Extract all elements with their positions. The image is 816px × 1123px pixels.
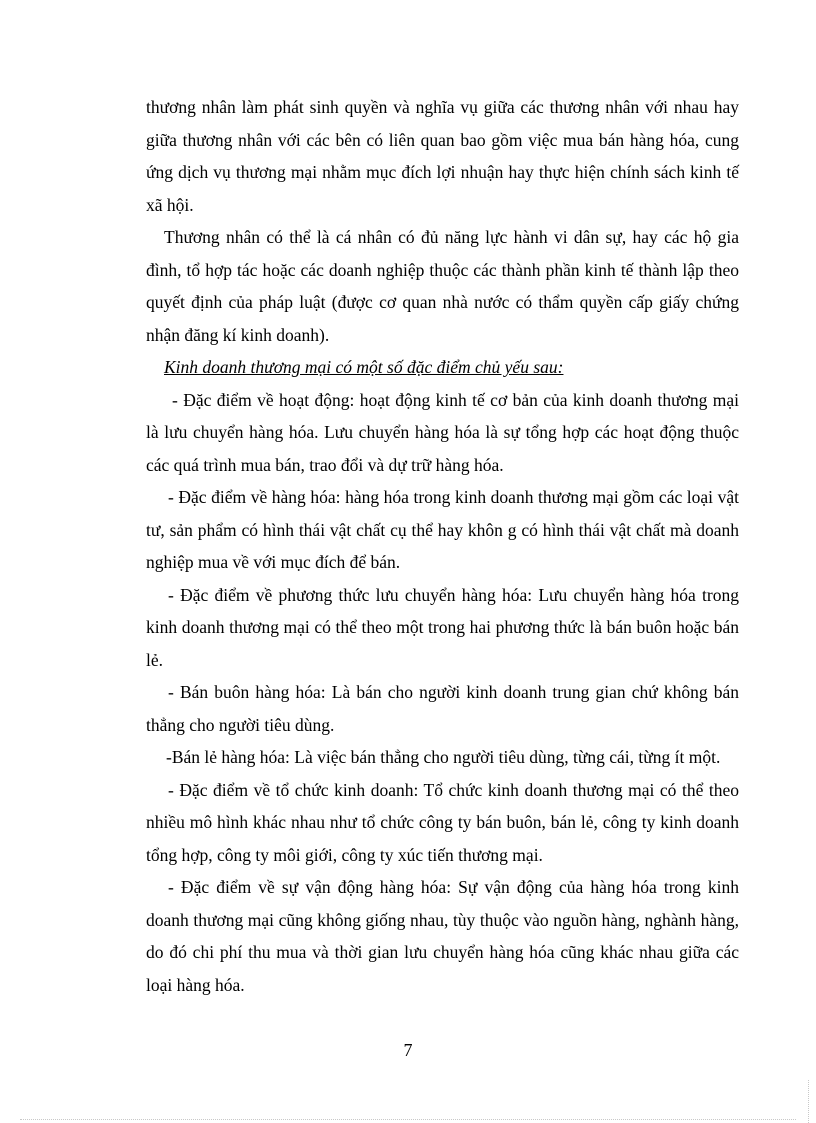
bullet-wholesale: - Bán buôn hàng hóa: Là bán cho người kinh doanh trung gian chứ không bán thẳng cho người tiêu dùng. xyxy=(146,682,739,735)
bullet-activity-characteristic: - Đặc điểm về hoạt động: hoạt động kinh tế cơ bản của kinh doanh thương mại là lưu chuyển hàng hóa. Lưu chuyển hàng hóa là sự tổng hợp các hoạt động thuộc các quá trình mua bán, trao đổi và dự trữ hàng hóa. xyxy=(146,389,739,475)
bullet-retail: -Bán lẻ hàng hóa: Là việc bán thẳng cho người tiêu dùng, từng cái, từng ít một. xyxy=(166,747,721,767)
bullet-business-organization: - Đặc điểm về tổ chức kinh doanh: Tổ chức kinh doanh thương mại có thể theo nhiều mô hình khác nhau như tổ chức công ty bán buôn, bán lẻ, công ty kinh doanh tổng hợp, công ty môi giới, công ty xúc tiến thương mại. xyxy=(146,779,739,865)
bullet-goods-characteristic: - Đặc điểm về hàng hóa: hàng hóa trong kinh doanh thương mại gồm các loại vật tư, sản phẩm có hình thái vật chất cụ thể hay khôn g có hình thái vật chất mà doanh nghiệp mua về với mục đích để bán. xyxy=(146,487,739,572)
page-bottom-border xyxy=(20,1119,796,1120)
bullet-goods-movement: - Đặc điểm về sự vận động hàng hóa: Sự vận động của hàng hóa trong kinh doanh thương mại cũng không giống nhau, tùy thuộc vào nguồn hàng, nghành hàng, do đó chi phí thu mua và thời gian lưu chuyển hàng hóa cũng khác nhau giữa các loại hàng hóa. xyxy=(146,877,739,995)
paragraph-continuation: thương nhân làm phát sinh quyền và nghĩa vụ giữa các thương nhân với nhau hay giữa thương nhân với các bên có liên quan bao gồm việc mua bán hàng hóa, cung ứng dịch vụ thương mại nhằm mục đích lợi nhuận hay thực hiện chính sách kinh tế xã hội. xyxy=(146,97,739,215)
section-heading: Kinh doanh thương mại có một số đặc điểm chủ yếu sau: xyxy=(164,357,564,377)
paragraph-merchant-definition: Thương nhân có thể là cá nhân có đủ năng lực hành vi dân sự, hay các hộ gia đình, tổ hợp tác hoặc các doanh nghiệp thuộc các thành phần kinh tế thành lập theo quyết định của pháp luật (được cơ quan nhà nước có thẩm quyền cấp giấy chứng nhận đăng kí kinh doanh). xyxy=(146,227,739,345)
bullet-circulation-method: - Đặc điểm về phương thức lưu chuyển hàng hóa: Lưu chuyển hàng hóa trong kinh doanh thương mại có thể theo một trong hai phương thức là bán buôn hoặc bán lẻ. xyxy=(146,584,739,670)
document-body xyxy=(146,91,739,1001)
page-number: 7 xyxy=(403,1040,413,1060)
page-right-border xyxy=(808,1080,809,1123)
